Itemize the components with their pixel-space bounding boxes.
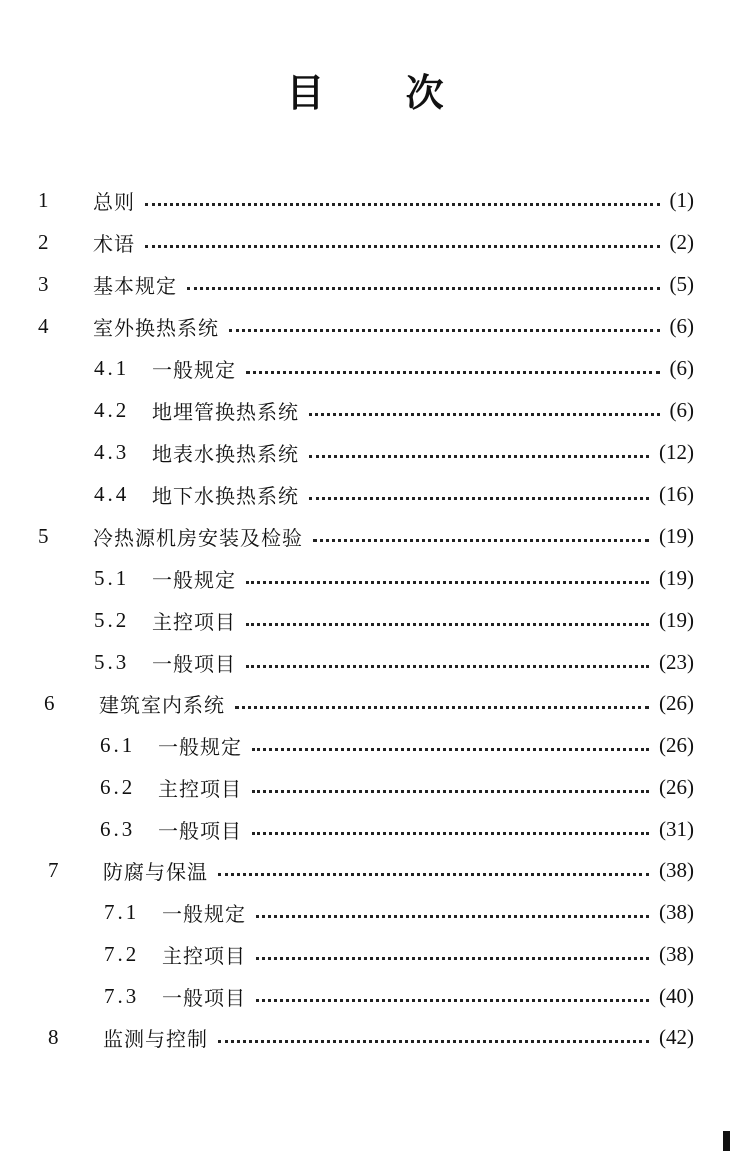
dot-leader [309, 455, 649, 458]
toc-chapter-row [38, 519, 694, 553]
dot-leader [313, 539, 649, 542]
dot-leader [145, 203, 660, 206]
toc-number: 1 [38, 187, 49, 212]
toc-page-number: (2) [669, 229, 694, 254]
toc-number: 7 [48, 857, 59, 882]
toc-number: 7.3 [104, 983, 140, 1008]
toc-label: 一般项目 [162, 985, 246, 1010]
toc-page-number: (38) [659, 941, 694, 966]
toc-number: 4.1 [94, 355, 130, 380]
toc-label: 主控项目 [152, 609, 236, 634]
toc-label: 地表水换热系统 [152, 441, 299, 466]
toc-number: 6.3 [100, 816, 136, 841]
toc-subsection-row [104, 937, 694, 971]
dot-leader [218, 873, 649, 876]
dot-leader [246, 665, 649, 668]
toc-number: 7.2 [104, 941, 140, 966]
toc-label: 基本规定 [93, 273, 177, 298]
toc-subsection-row [94, 477, 694, 511]
toc-number: 4 [38, 313, 49, 338]
dot-leader [252, 832, 649, 835]
toc-subsection-row [104, 979, 694, 1013]
toc-label: 一般规定 [152, 357, 236, 382]
toc-number: 6 [44, 690, 55, 715]
toc-chapter-row [38, 225, 694, 259]
toc-page-number: (19) [659, 565, 694, 590]
toc-label: 总则 [93, 189, 135, 214]
toc-label: 术语 [93, 231, 135, 256]
dot-leader [309, 497, 649, 500]
toc-page-number: (6) [669, 313, 694, 338]
toc-page-number: (6) [669, 397, 694, 422]
toc-label: 一般规定 [152, 567, 236, 592]
toc-page-number: (23) [659, 649, 694, 674]
toc-number: 6.2 [100, 774, 136, 799]
toc-label: 监测与控制 [103, 1026, 208, 1051]
toc-label: 防腐与保温 [103, 859, 208, 884]
toc-page-number: (26) [659, 732, 694, 757]
toc-number: 4.2 [94, 397, 130, 422]
toc-subsection-row [100, 812, 694, 846]
dot-leader [218, 1040, 649, 1043]
toc-subsection-row [94, 351, 694, 385]
toc-chapter-row [38, 309, 694, 343]
toc-subsection-row [100, 728, 694, 762]
toc-chapter-row [38, 267, 694, 301]
dot-leader [309, 413, 660, 416]
dot-leader [246, 623, 649, 626]
toc-label: 一般规定 [158, 734, 242, 759]
toc-number: 5.1 [94, 565, 130, 590]
toc-subsection-row [94, 561, 694, 595]
dot-leader [246, 371, 660, 374]
dot-leader [246, 581, 649, 584]
toc-number: 4.4 [94, 481, 130, 506]
toc-subsection-row [94, 603, 694, 637]
toc-subsection-row [104, 895, 694, 929]
edge-mark [723, 1131, 730, 1151]
toc-page-number: (19) [659, 523, 694, 548]
toc-page-number: (16) [659, 481, 694, 506]
toc-label: 建筑室内系统 [99, 692, 225, 717]
toc-number: 5.2 [94, 607, 130, 632]
toc-number: 6.1 [100, 732, 136, 757]
toc-page-number: (38) [659, 857, 694, 882]
toc-page-number: (26) [659, 690, 694, 715]
toc-number: 5.3 [94, 649, 130, 674]
dot-leader [252, 790, 649, 793]
toc-number: 8 [48, 1024, 59, 1049]
toc-chapter-row [48, 853, 694, 887]
toc-label: 地埋管换热系统 [152, 399, 299, 424]
page-title: 目 次 [286, 71, 478, 115]
toc-page-number: (31) [659, 816, 694, 841]
toc-page-number: (6) [669, 355, 694, 380]
toc-page-number: (26) [659, 774, 694, 799]
toc-page-number: (1) [669, 187, 694, 212]
dot-leader [229, 329, 660, 332]
toc-page-number: (19) [659, 607, 694, 632]
toc-label: 主控项目 [158, 776, 242, 801]
toc-page-number: (38) [659, 899, 694, 924]
toc-page-number: (12) [659, 439, 694, 464]
toc-label: 一般项目 [152, 651, 236, 676]
toc-label: 地下水换热系统 [152, 483, 299, 508]
toc-subsection-row [100, 770, 694, 804]
toc-chapter-row [44, 686, 694, 720]
toc-label: 主控项目 [162, 943, 246, 968]
dot-leader [187, 287, 660, 290]
toc-number: 7.1 [104, 899, 140, 924]
toc-subsection-row [94, 435, 694, 469]
toc-number: 5 [38, 523, 49, 548]
dot-leader [256, 915, 649, 918]
dot-leader [252, 748, 649, 751]
toc-chapter-row [38, 183, 694, 217]
dot-leader [256, 999, 649, 1002]
toc-page-number: (40) [659, 983, 694, 1008]
toc-label: 一般规定 [162, 901, 246, 926]
toc-number: 4.3 [94, 439, 130, 464]
dot-leader [256, 957, 649, 960]
toc-chapter-row [48, 1020, 694, 1054]
toc-number: 3 [38, 271, 49, 296]
toc-number: 2 [38, 229, 49, 254]
toc-page-number: (42) [659, 1024, 694, 1049]
toc-subsection-row [94, 393, 694, 427]
toc-label: 一般项目 [158, 818, 242, 843]
toc-page-number: (5) [669, 271, 694, 296]
toc-label: 室外换热系统 [93, 315, 219, 340]
toc-label: 冷热源机房安装及检验 [93, 525, 303, 550]
toc-subsection-row [94, 645, 694, 679]
dot-leader [145, 245, 660, 248]
dot-leader [235, 706, 649, 709]
